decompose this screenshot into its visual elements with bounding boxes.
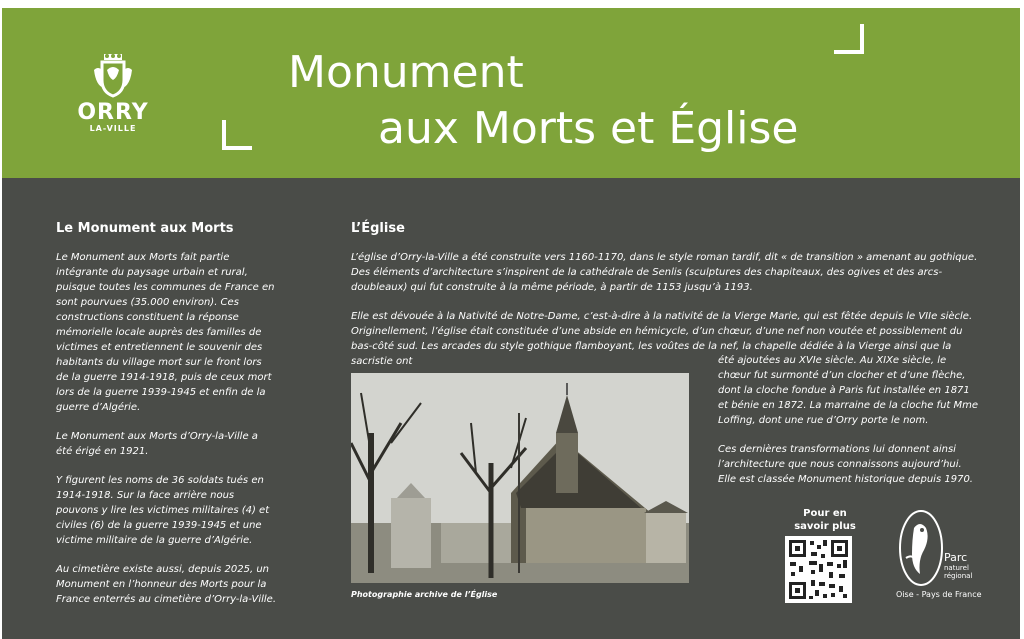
pnr-region-label: Oise - Pays de France [896, 590, 982, 599]
church-photo-illustration [351, 373, 689, 583]
parc-naturel-regional-logo [892, 508, 984, 608]
church-paragraph: L’église d’Orry-la-Ville a été construite vers 1160-1170, dans le style roman tardif, dit « de transition » amenant au gothique. Des éléments d’architecture s’inspirent de la cathédrale de Senlis (sculptures des chapiteaux, des ogives et des arcs-doubleaux) qui fut construite à la même période, à partir de 1153 jusqu’à 1193. [351, 252, 978, 293]
church-paragraph: Ces dernières transformations lui donnent ainsi l’architecture que nous connaissons aujourd’hui. Elle est classée Monument historique depuis 1970. [718, 444, 973, 485]
header-band [2, 8, 1020, 178]
monument-paragraph: Au cimetière existe aussi, depuis 2025, un Monument en l’honneur des Morts pour la France enterrés au cimetière d’Orry-la-Ville. [56, 564, 276, 605]
monument-heading: Le Monument aux Morts [56, 221, 234, 236]
church-paragraph: Elle est dévouée à la Nativité de Notre-Dame, c’est-à-dire à la nativité de la Vierge Marie, qui est fêtée depuis le VIIe siècle. Originellement, l’église était constituée d’une abside en hémicycle, d’un chœur, d’une nef non voutée et possiblement du bas-côté sud. Les arcades du style gothique flamboyant, les voûtes de la nef, la chapelle dédiée à la Vierge ainsi que la sacristie ont [351, 311, 973, 367]
qr-code-icon [785, 536, 852, 603]
church-text-side [718, 353, 980, 501]
monument-paragraph: Le Monument aux Morts d’Orry-la-Ville a été érigé en 1921. [56, 431, 258, 457]
page-title-line-1: Monument [288, 47, 524, 98]
qr-code[interactable] [785, 536, 852, 603]
church-paragraph: été ajoutées au XVIe siècle. Au XIXe siècle, le chœur fut surmonté d’un clocher et d’une flèche, dont la cloche fondue à Paris fut installée en 1871 et bénie en 1872. La marraine de la cloche fut Mme Loffing, dont une rue d’Orry porte le nom. [718, 355, 979, 426]
page-title-line-2: aux Morts et Église [378, 103, 799, 154]
pnr-regional-label: régional [944, 572, 973, 580]
photo-caption: Photographie archive de l’Église [351, 590, 498, 599]
pnr-naturel-regional-label [944, 564, 972, 580]
church-archive-photo [351, 373, 689, 583]
pnr-naturel-label: naturel [944, 564, 969, 572]
monument-paragraph: Le Monument aux Morts fait partie intégrante du paysage urbain et rural, puisque toutes les communes de France en sont pourvues (35.000 environ). Ces constructions constituent la réponse mémorielle locale auprès des familles de victimes et entretiennent le souvenir des habitants du village mort sur le front lors de la guerre 1914-1918, puis de ceux mort lors de la guerre 1939-1945 et enfin de la guerre d’Algérie. [56, 252, 275, 413]
corner-bracket-top-right [834, 24, 864, 54]
monument-paragraph: Y figurent les noms de 36 soldats tués en 1914-1918. Sur la face arrière nous pouvons y lire les victimes militaires (4) et civiles (6) de la guerre 1939-1945 et une victime militaire de la guerre d’Algérie. [56, 475, 270, 546]
pnr-parc-label: Parc [944, 551, 968, 564]
bird-emblem-icon [896, 508, 946, 588]
crest-icon [90, 52, 136, 100]
logo-subtitle: LA-VILLE [89, 124, 137, 133]
logo-name: ORRY [77, 100, 149, 125]
monument-text-column [56, 250, 276, 621]
church-heading: L’Église [351, 221, 405, 236]
corner-bracket-bottom-left [222, 120, 252, 150]
more-info-label: Pour en savoir plus [794, 508, 856, 532]
orry-la-ville-logo [70, 52, 156, 144]
